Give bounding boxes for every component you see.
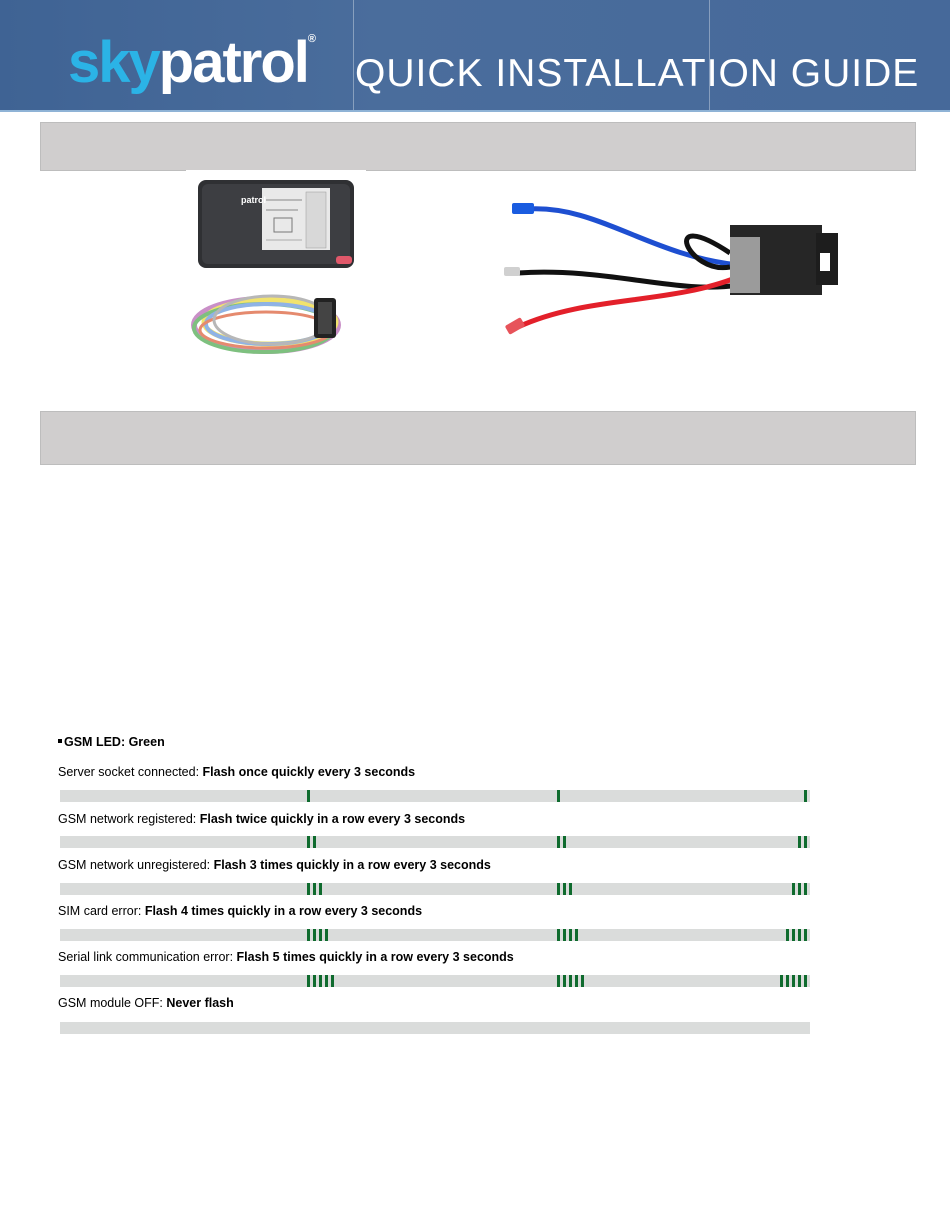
- led-flash-tick: [786, 975, 789, 987]
- led-flash-tick: [557, 883, 560, 895]
- device-brand-label: patrol: [241, 195, 267, 205]
- led-flash-tick: [575, 975, 578, 987]
- led-flash-tick: [804, 883, 807, 895]
- led-flash-tick: [792, 975, 795, 987]
- led-flash-tick: [798, 975, 801, 987]
- led-row-label: Serial link communication error: Flash 5 times quickly in a row every 3 seconds: [58, 950, 514, 964]
- led-flash-tick: [563, 975, 566, 987]
- led-flash-tick: [798, 836, 801, 848]
- led-flash-tick: [313, 883, 316, 895]
- led-pattern-track: [60, 975, 810, 987]
- led-flash-tick: [575, 929, 578, 941]
- led-row-label: Server socket connected: Flash once quickly every 3 seconds: [58, 765, 416, 779]
- led-flash-tick: [307, 883, 310, 895]
- led-flash-tick: [581, 975, 584, 987]
- led-row-label: GSM network unregistered: Flash 3 times quickly in a row every 3 seconds: [58, 858, 491, 872]
- led-flash-tick: [804, 790, 807, 802]
- relay-harness-photo: [498, 195, 848, 350]
- led-flash-tick: [319, 929, 322, 941]
- led-flash-tick: [307, 929, 310, 941]
- led-flash-tick: [804, 929, 807, 941]
- led-flash-tick: [798, 929, 801, 941]
- led-flash-tick: [557, 929, 560, 941]
- led-flash-tick: [569, 883, 572, 895]
- led-flash-tick: [307, 836, 310, 848]
- led-flash-tick: [569, 975, 572, 987]
- led-flash-tick: [780, 975, 783, 987]
- led-pattern-track: [60, 929, 810, 941]
- section-band-middle: [40, 411, 916, 465]
- header-divider: [353, 0, 354, 110]
- led-flash-tick: [804, 975, 807, 987]
- section-band-top: [40, 122, 916, 171]
- led-flash-tick: [319, 883, 322, 895]
- led-flash-tick: [792, 929, 795, 941]
- skypatrol-logo: skypatrol®: [68, 30, 317, 95]
- gsm-led-heading: GSM LED: Green: [58, 735, 165, 749]
- led-row-label: SIM card error: Flash 4 times quickly in a row every 3 seconds: [58, 904, 423, 918]
- led-flash-tick: [792, 883, 795, 895]
- led-flash-tick: [307, 790, 310, 802]
- led-flash-tick: [557, 836, 560, 848]
- bullet-icon: [58, 739, 62, 743]
- guide-title: QUICK INSTALLATION GUIDE: [355, 52, 920, 95]
- led-flash-tick: [313, 929, 316, 941]
- led-row-label: GSM network registered: Flash twice quickly in a row every 3 seconds: [58, 812, 466, 826]
- led-flash-tick: [313, 836, 316, 848]
- led-flash-tick: [563, 929, 566, 941]
- led-flash-tick: [569, 929, 572, 941]
- device-harness-photo: [186, 170, 366, 365]
- led-flash-tick: [313, 975, 316, 987]
- led-pattern-track: [60, 790, 810, 802]
- led-flash-tick: [557, 790, 560, 802]
- led-flash-tick: [325, 929, 328, 941]
- led-flash-tick: [798, 883, 801, 895]
- led-flash-tick: [319, 975, 322, 987]
- header-banner: [0, 0, 950, 112]
- led-pattern-track: [60, 883, 810, 895]
- led-flash-tick: [325, 975, 328, 987]
- led-flash-tick: [563, 883, 566, 895]
- led-pattern-track: [60, 836, 810, 848]
- led-flash-tick: [331, 975, 334, 987]
- led-flash-tick: [804, 836, 807, 848]
- led-flash-tick: [307, 975, 310, 987]
- led-flash-tick: [563, 836, 566, 848]
- led-flash-tick: [786, 929, 789, 941]
- led-flash-tick: [557, 975, 560, 987]
- led-row-label: GSM module OFF: Never flash: [58, 996, 234, 1010]
- led-pattern-track: [60, 1022, 810, 1034]
